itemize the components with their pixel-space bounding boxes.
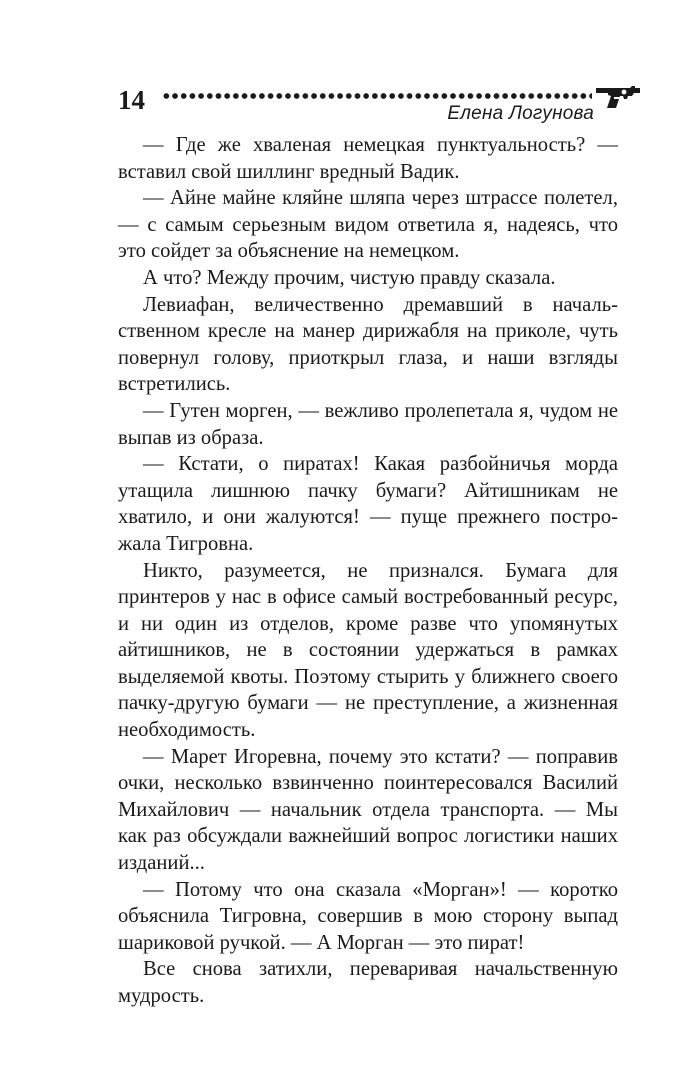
paragraph: А что? Между прочим, чистую правду сказала. (143, 266, 556, 289)
revolver-icon (594, 84, 642, 110)
paragraph: — Гутен морген, — вежливо пролепетала я, чудом не выпав из образа. (118, 399, 618, 449)
paragraph: — Потому что она сказала «Морган»! — коротко объяснила Тигровна, совершив в мою сторону выпад шариковой ручкой. — А Морган — это пират! (118, 878, 618, 954)
paragraph: — Кстати, о пиратах! Какая разбойничья морда утащила лишнюю пачку бумаги? Айтишникам не хватило, и они жалуются! — пуще прежнего построжала Тигровна. (118, 453, 618, 555)
author-name: Елена Логунова (447, 103, 594, 124)
paragraph: — Где же хваленая немецкая пунктуальность? — вставил свой шиллинг вредный Вадик. (118, 134, 618, 183)
running-header (118, 82, 638, 126)
main-text (118, 132, 618, 1010)
page-number: 14 (118, 85, 145, 115)
paragraph: Все снова затихли, переваривая начальственную мудрость. (118, 958, 618, 1007)
paragraph: — Марет Игоревна, почему это кстати? — поправив очки, несколько взвинченно поинтересовался Василий Михайлович — начальник отдела транспорта. — Мы как раз обсуждали важнейший вопрос логистики наших изданий... (118, 745, 618, 875)
paragraph: Левиафан, величественно дремавший в начальственном кресле на манер дирижабля на приколе, чуть повернул голову, приоткрыл глаза, и наши взгляды встретились. (118, 293, 618, 396)
dotted-rule (162, 92, 592, 100)
paragraph: Никто, разумеется, не признался. Бумага для принтеров у нас в офисе самый востребованный ресурс, и ни один из отделов, кроме разве что упомянутых айтишников, не в состоянии удержаться в рамках выделяемой квоты. Поэтому стырить у ближнего своего пачку-другую бумаги — не преступление, а жизненная необходимость. (118, 559, 618, 742)
paragraph: — Айне майне кляйне шляпа через штрассе полетел, — с самым серьезным видом ответила я, надеясь, что это сойдет за объяснение на немецком. (118, 187, 618, 263)
